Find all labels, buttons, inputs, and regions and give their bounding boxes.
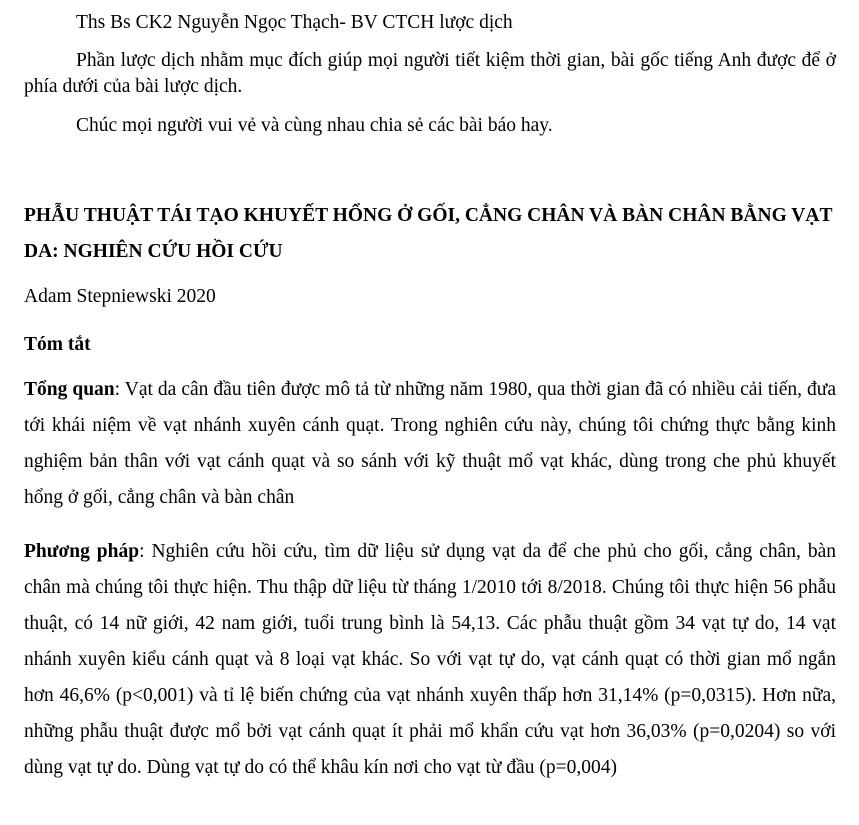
translator-line: Ths Bs CK2 Nguyễn Ngọc Thạch- BV CTCH lược dịch [76,12,513,33]
overview-label: Tổng quan [24,379,115,400]
methods-paragraph [24,534,836,786]
overview-text: : Vạt da cân đầu tiên được mô tả từ những năm 1980, qua thời gian đã có nhiều cải tiến, đưa tới khái niệm về vạt nhánh xuyên cánh quạt. Trong nghiên cứu này, chúng tôi chứng thực bằng kinh nghiệm bản thân với vạt cánh quạt và so sánh với kỹ thuật mổ vạt khác, dùng trong che phủ khuyết hổng ở gối, cẳng chân và bàn chân [24,379,836,508]
article-title: PHẪU THUẬT TÁI TẠO KHUYẾT HỔNG Ở GỐI, CẲNG CHÂN VÀ BÀN CHÂN BẰNG VẠT DA: NGHIÊN CỨU HỒI CỨU [24,205,833,262]
overview-paragraph [24,372,836,516]
methods-label: Phương pháp [24,541,140,562]
methods-text: : Nghiên cứu hồi cứu, tìm dữ liệu sử dụng vạt da để che phủ cho gối, cẳng chân, bàn chân mà chúng tôi thực hiện. Thu thập dữ liệu từ tháng 1/2010 tới 8/2018. Chúng tôi thực hiện 56 phẫu thuật, có 14 nữ giới, 42 nam giới, tuổi trung bình là 54,13. Các phẫu thuật gồm 34 vạt tự do, 14 vạt nhánh xuyên kiểu cánh quạt và 8 loại vạt khác. So với vạt tự do, vạt cánh quạt có thời gian mổ ngắn hơn 46,6% (p<0,001) và tỉ lệ biến chứng của vạt nhánh xuyên thấp hơn 31,14% (p=0,0315). Hơn nữa, những phẫu thuật được mổ bởi vạt cánh quạt ít phải mổ khẩn cứu vạt hơn 36,03% (p=0,0204) so với dùng vạt tự do. Dùng vạt tự do có thể khâu kín nơi cho vạt từ đầu (p=0,004) [24,541,836,778]
abstract-heading: Tóm tắt [24,334,91,355]
author-line: Adam Stepniewski 2020 [24,286,216,307]
wish-line: Chúc mọi người vui vẻ và cùng nhau chia sẻ các bài báo hay. [76,115,553,136]
purpose-paragraph: Phần lược dịch nhằm mục đích giúp mọi người tiết kiệm thời gian, bài gốc tiếng Anh được để ở phía dưới của bài lược dịch. [24,50,836,97]
